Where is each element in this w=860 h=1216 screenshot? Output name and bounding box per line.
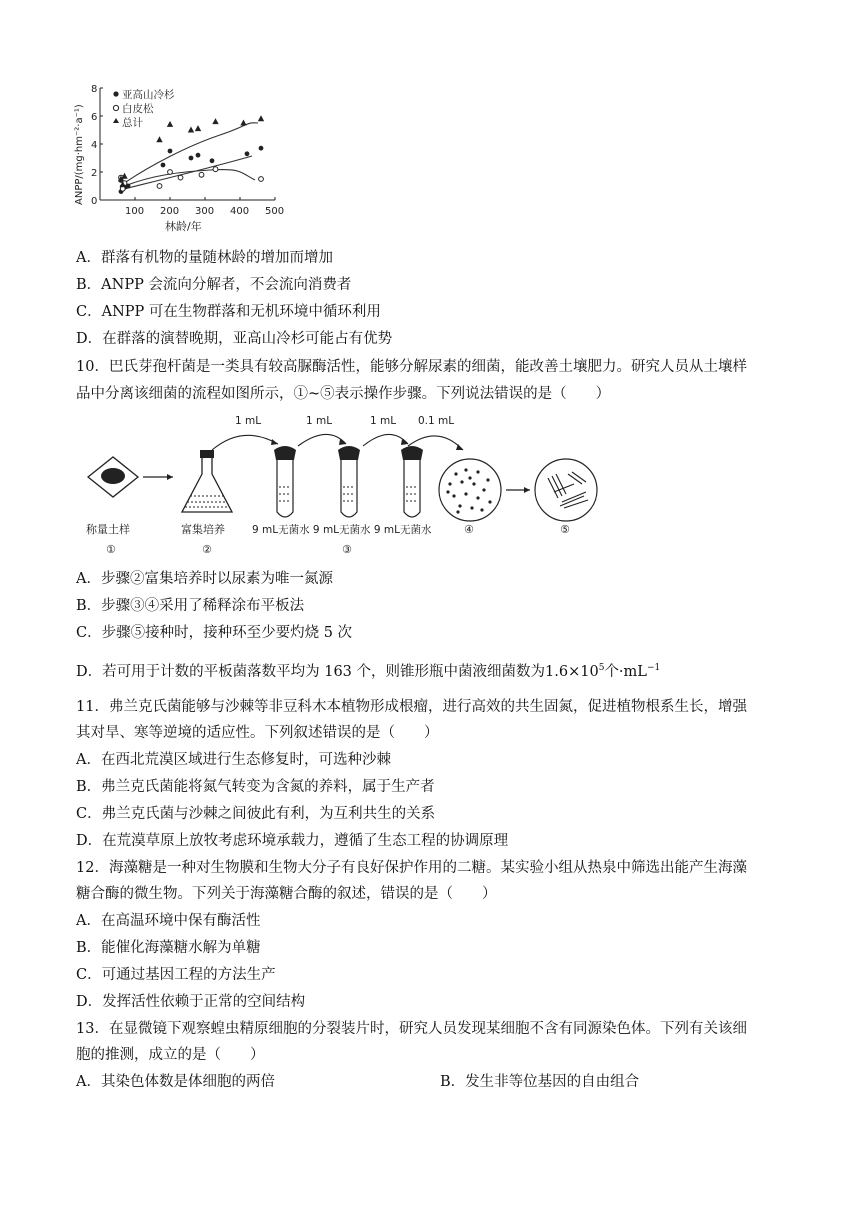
streak-plate (535, 459, 597, 521)
q10-stem-line2: 品中分离该细菌的流程如图所示，①~⑤表示操作步骤。下列说法错误的是（ ） (76, 386, 611, 402)
y-tick-label: 2 (91, 168, 98, 179)
q10-option-d-exponent: 5 (598, 663, 605, 673)
y-tick-label: 6 (91, 112, 98, 123)
x-tick-label: 300 (195, 206, 215, 217)
dilution-tube-1 (274, 446, 296, 517)
bacteria-isolation-figure (78, 412, 618, 562)
q10-option-c[interactable]: C．步骤⑤接种时，接种环至少要灼烧 5 次 (76, 625, 353, 641)
q11-option-d[interactable]: D．在荒漠草原上放牧考虑环境承载力，遵循了生态工程的协调原理 (76, 833, 509, 849)
y-tick-label: 4 (91, 140, 98, 151)
q9-option-b[interactable]: B．ANPP 会流向分解者，不会流向消费者 (76, 277, 352, 293)
q10-option-d-unit-exponent: −1 (646, 663, 661, 673)
legend-marker-total (113, 118, 119, 123)
label-enrich: 富集培养 (181, 523, 225, 536)
q10-option-d-unit: 个·mL (604, 664, 647, 680)
q10-option-d-number: 1.6×10 (545, 664, 599, 680)
data-point-series-3 (258, 115, 264, 121)
legend-label-fir: 亚高山冷杉 (122, 89, 175, 101)
q13-option-b[interactable]: B．发生非等位基因的自由组合 (440, 1074, 640, 1090)
q13-stem-line2: 胞的推测，成立的是（ ） (76, 1047, 265, 1063)
enrichment-flask (182, 450, 232, 512)
x-axis-label: 林龄/年 (165, 220, 202, 233)
colony-dot (448, 482, 451, 485)
colony-dot (464, 492, 467, 495)
q12-option-b[interactable]: B．能催化海藻糖水解为单糖 (76, 940, 261, 956)
q12-option-a[interactable]: A．在高温环境中保有酶活性 (76, 913, 261, 929)
colony-dot (456, 510, 459, 513)
data-point-series-3 (188, 127, 194, 133)
data-point-series-2 (213, 167, 218, 172)
x-tick-label: 500 (265, 206, 285, 217)
legend-label-total: 总计 (122, 117, 143, 129)
data-point-series-1 (210, 158, 215, 163)
colony-dot (452, 494, 455, 497)
data-point-series-3 (240, 120, 246, 126)
data-point-series-1 (189, 156, 194, 161)
q10-option-d[interactable] (76, 658, 660, 682)
data-point-series-2 (199, 172, 204, 177)
transfer-label-1: 1 mL (235, 415, 262, 427)
data-point-series-2 (168, 170, 173, 175)
colony-dot (458, 504, 461, 507)
q10-option-a[interactable]: A．步骤②富集培养时以尿素为唯一氮源 (76, 571, 333, 587)
colony-dot (476, 496, 479, 499)
q11-option-c[interactable]: C．弗兰克氏菌与沙棘之间彼此有利，为互利共生的关系 (76, 806, 436, 822)
q10-option-b[interactable]: B．步骤③④采用了稀释涂布平板法 (76, 598, 305, 614)
q13-option-a[interactable]: A．其染色体数是体细胞的两倍 (76, 1074, 275, 1090)
soil-sample (101, 468, 125, 484)
q12-stem-line1: 12．海藻糖是一种对生物膜和生物大分子有良好保护作用的二糖。某实验小组从热泉中筛选出能产生海藻 (76, 860, 747, 876)
step-5: ⑤ (560, 523, 570, 536)
colony-dot (468, 476, 471, 479)
anpp-chart (70, 80, 310, 240)
q10-option-d-text: D．若可用于计数的平板菌落数平均为 163 个，则锥形瓶中菌液细菌数为 (76, 664, 546, 680)
transfer-label-2: 1 mL (306, 415, 333, 427)
q11-option-b[interactable]: B．弗兰克氏菌能将氮气转变为含氮的养料，属于生产者 (76, 779, 435, 795)
legend-marker-fir (113, 91, 118, 96)
spread-plate (439, 459, 501, 521)
q9-option-a[interactable]: A．群落有机物的量随林龄的增加而增加 (76, 250, 333, 266)
colony-dot (488, 500, 491, 503)
data-point-series-3 (212, 118, 218, 124)
data-point-series-1 (196, 153, 201, 158)
transfer-label-4: 0.1 mL (418, 415, 455, 427)
step-2: ② (202, 543, 212, 556)
transfer-label-3: 1 mL (370, 415, 397, 427)
q12-option-c[interactable]: C．可通过基因工程的方法生产 (76, 967, 276, 983)
y-axis-label: ANPP/(mg·hm⁻²·a⁻¹) (74, 104, 85, 205)
colony-dot (470, 506, 473, 509)
dilution-tube-2 (338, 446, 360, 517)
x-tick-label: 200 (160, 206, 180, 217)
data-point-series-2 (259, 177, 264, 182)
data-point-series-1 (259, 146, 264, 151)
q13-stem-line1: 13．在显微镜下观察蝗虫精原细胞的分裂装片时，研究人员发现某细胞不含有同源染色体。下列有关该细 (76, 1021, 747, 1037)
colony-dot (472, 482, 475, 485)
colony-dot (464, 468, 467, 471)
label-soil: 称量土样 (86, 523, 130, 536)
x-tick-label: 400 (230, 206, 250, 217)
data-point-series-3 (195, 125, 201, 131)
data-point-series-3 (167, 121, 173, 127)
y-tick-label: 0 (91, 196, 98, 207)
legend-label-pine: 白皮松 (122, 103, 154, 115)
colony-dot (454, 472, 457, 475)
q9-option-c[interactable]: C．ANPP 可在生物群落和无机环境中循环利用 (76, 304, 381, 320)
q11-option-a[interactable]: A．在西北荒漠区域进行生态修复时，可选种沙棘 (76, 752, 391, 768)
x-tick-label: 100 (125, 206, 145, 217)
colony-dot (476, 470, 479, 473)
data-point-series-3 (156, 136, 162, 142)
q12-option-d[interactable]: D．发挥活性依赖于正常的空间结构 (76, 994, 306, 1010)
step-4: ④ (464, 523, 474, 536)
step-3: ③ (342, 543, 352, 556)
data-point-series-1 (161, 163, 166, 168)
legend-marker-pine (113, 105, 118, 110)
step-1: ① (106, 543, 116, 556)
colony-dot (460, 480, 463, 483)
label-sterile-water: 9 mL无菌水 9 mL无菌水 9 mL无菌水 (252, 524, 432, 536)
q11-stem-line1: 11．弗兰克氏菌能够与沙棘等非豆科木本植物形成根瘤，进行高效的共生固氮，促进植物根系生长，增强 (76, 699, 747, 715)
q10-stem-line1: 10．巴氏芽孢杆菌是一类具有较高脲酶活性，能够分解尿素的细菌，能改善土壤肥力。研究人员从土壤样 (76, 359, 747, 375)
q11-stem-line2: 其对旱、寒等逆境的适应性。下列叙述错误的是（ ） (76, 725, 439, 741)
colony-dot (482, 488, 485, 491)
data-point-series-1 (245, 151, 250, 156)
data-point-series-2 (178, 175, 183, 180)
data-point-series-2 (157, 184, 162, 189)
colony-dot (446, 490, 449, 493)
y-tick-label: 8 (91, 84, 98, 95)
colony-dot (486, 478, 489, 481)
q9-option-d[interactable]: D．在群落的演替晚期，亚高山冷杉可能占有优势 (76, 331, 393, 347)
colony-dot (480, 508, 483, 511)
data-point-series-1 (168, 149, 173, 154)
dilution-tube-3 (401, 446, 423, 517)
data-point-series-2 (120, 186, 125, 191)
q12-stem-line2: 糖合酶的微生物。下列关于海藻糖合酶的叙述，错误的是（ ） (76, 886, 497, 902)
